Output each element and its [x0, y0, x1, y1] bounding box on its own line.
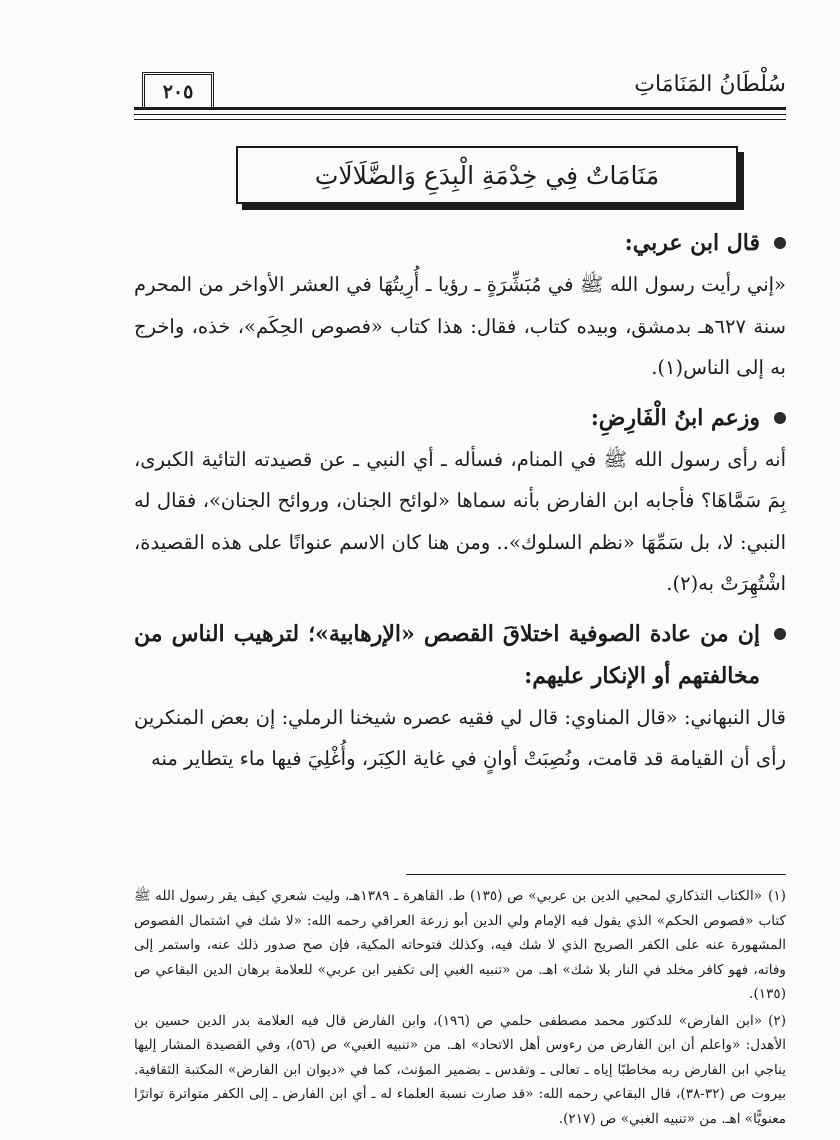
footnotes — [134, 884, 786, 1131]
section-heading-text: قال ابن عربي: — [624, 230, 760, 256]
bullet-icon — [774, 237, 786, 249]
section-heading — [134, 222, 786, 264]
header-rule — [134, 107, 786, 110]
section-paragraph: «إني رأيت رسول الله ﷺ في مُبَشِّرَةٍ ـ رؤيا ـ أُرِيتُهَا في العشر الأواخر من المحرم سنة ٦٢٧هـ بدمشق، وبيده كتاب، فقال: هذا كتاب «فصوص الحِكَم»، خذه، واخرج به إلى الناس(١). — [134, 273, 786, 379]
header-rule-thin-second — [134, 119, 786, 120]
section-heading — [134, 613, 786, 697]
page-number: ٢٠٥ — [142, 72, 214, 109]
bullet-icon — [774, 412, 786, 424]
section-paragraph: أنه رأى رسول الله ﷺ في المنام، فسأله ـ أي النبي ـ عن قصيدته التائية الكبرى، بِمَ سَمَّاهَا؟ فأجابه ابن الفارض بأنه سماها «لوائح الجنان، وروائح الجنان»، فقال له النبي: لا، بل سَمِّهَا «نظم السلوك».. ومن هنا كان الاسم عنوانًا على هذه القصيدة، اشْتُهِرَتْ به(٢). — [134, 447, 786, 595]
chapter-title: مَنَامَاتٌ فِي خِدْمَةِ الْبِدَعِ وَالضَّلَالَاتِ — [236, 146, 738, 204]
section-heading — [134, 397, 786, 439]
footnote-text: «الكتاب التذكاري لمحيي الدين بن عربي» ص (١٣٥) ط. القاهرة ـ ١٣٨٩هـ، وليت شعري كيف يقر رسول الله ﷺ كتاب «فصوص الحكم» الذي يقول فيه الإمام ولي الدين أبو زرعة العراقي رحمه الله: «لا شك في اشتمال الفصوص المشهورة عنه على الكفر الصريح الذي لا شك فيه، وكذلك فتوحاته المكية، فإن صح صدور ذلك عنه، واستمر إلى وفاته، فهو كافر مخلد في النار بلا شك» اهـ. من «تنبيه الغبي إلى تكفير ابن عربي» للعلامة برهان الدين البقاعي ص (١٣٥). — [134, 888, 786, 1002]
footnote-number: (١) — [768, 888, 786, 904]
footnote-text: «ابن الفارض» للدكتور محمد مصطفى حلمي ص (١٩٦)، وابن الفارض قال فيه العلامة بدر الدين حسين بن الأهدل: «واعلم أن ابن الفارض من رءوس أهل الاتحاد» اهـ. من «تنبيه الغبي» ص (٥٦)، وفي القصيدة المشار إليها يناجي ابن الفارض ربه مخاطبًا إياه ـ تعالى ـ وتقدس ـ بضمير المؤنث، كما في «ديوان ابن الفارض» المكتبة الثقافية. بيروت ص (٣٢-٣٨)، قال البقاعي رحمه الله: «قد صارت نسبة العلماء له ـ أي ابن الفارض ـ إلى الكفر متواترة تواترًا معنويًّا» اهـ. من «تنبيه الغبي» ص (٢١٧). — [134, 1012, 786, 1127]
header-rule-thin — [134, 114, 786, 115]
bullet-icon — [774, 628, 786, 640]
section-paragraph: قال النبهاني: «قال المناوي: قال لي فقيه عصره شيخنا الرملي: إن بعض المنكرين رأى أن القيامة قد قامت، ونُصِبَتْ أوانٍ في غاية الكِبَر، وأُغْلِيَ فيها ماء يتطاير منه — [134, 705, 786, 770]
footnote — [134, 884, 786, 1007]
running-title: سُلْطَانُ المَنَامَاتِ — [634, 72, 786, 97]
footnote-rule — [406, 874, 786, 875]
footnote-number: (٢) — [768, 1012, 786, 1029]
section-heading-text: إن من عادة الصوفية اختلاقَ القصص «الإرهابية»؛ لترهيب الناس من مخالفتهم أو الإنكار عليهم: — [134, 620, 760, 689]
footnote — [134, 1009, 786, 1132]
section-heading-text: وزعم ابنُ الْفَارِضِ: — [590, 404, 760, 431]
main-text — [134, 222, 786, 780]
